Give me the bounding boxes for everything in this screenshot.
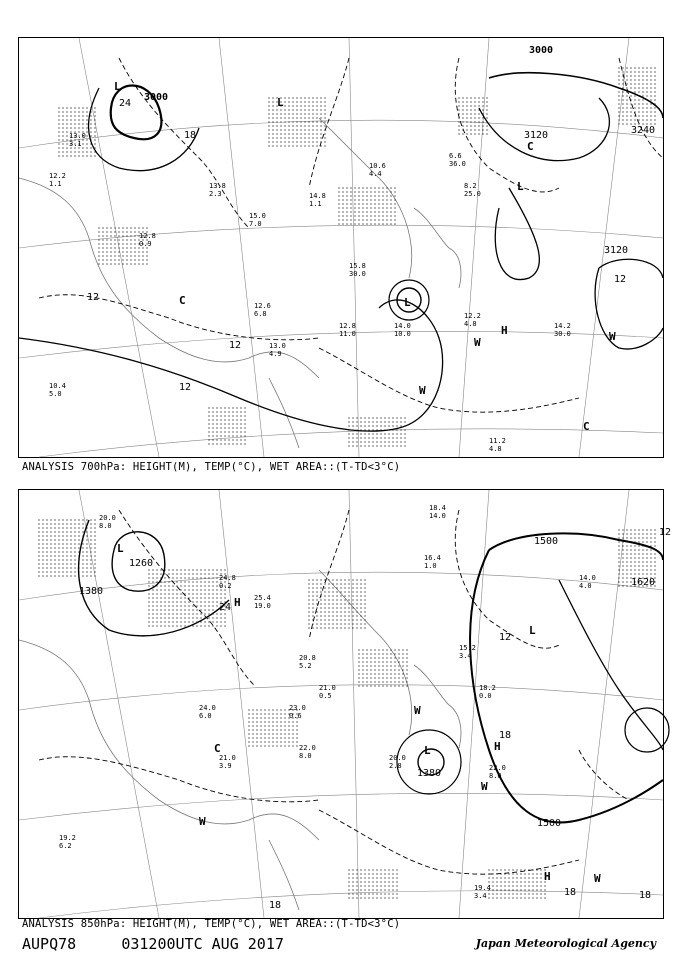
station-temperature: 18.4 bbox=[429, 504, 446, 512]
pressure-system-marker: W bbox=[414, 704, 421, 717]
pressure-system-marker: W bbox=[199, 815, 206, 828]
station-temperature: 12.2 bbox=[49, 172, 66, 180]
map-850hpa-canvas bbox=[19, 490, 672, 918]
map-850hpa bbox=[18, 489, 672, 919]
station-temperature: 18.2 bbox=[479, 684, 496, 692]
station-temperature: 14.0 bbox=[394, 322, 411, 330]
isotherm-label: 12 bbox=[229, 340, 242, 351]
isotherm-label: 18 bbox=[639, 890, 652, 901]
station-temperature: 8.2 bbox=[464, 182, 477, 190]
isotherm-label: 18 bbox=[499, 730, 512, 741]
station-dewpoint-depression: 7.0 bbox=[249, 220, 262, 228]
pressure-system-marker: L bbox=[517, 180, 524, 193]
pressure-system-marker: H bbox=[234, 596, 241, 609]
height-contour-label: 1500 bbox=[537, 818, 562, 829]
station-dewpoint-depression: 0.6 bbox=[289, 712, 302, 720]
bulletin-datetime: 031200UTC AUG 2017 bbox=[121, 935, 284, 953]
isotherm-label: 12 bbox=[499, 632, 512, 643]
station-dewpoint-depression: 2.3 bbox=[209, 190, 222, 198]
station-dewpoint-depression: 8.0 bbox=[99, 522, 112, 530]
isotherm-label: 24 bbox=[119, 98, 132, 109]
pressure-system-marker: L bbox=[424, 744, 431, 757]
station-dewpoint-depression: 6.8 bbox=[254, 310, 267, 318]
bulletin-header bbox=[22, 935, 284, 953]
station-temperature: 20.0 bbox=[389, 754, 406, 762]
station-temperature: 10.4 bbox=[49, 382, 66, 390]
station-temperature: 15.8 bbox=[349, 262, 366, 270]
isotherm-label: 18 bbox=[269, 900, 282, 911]
isotherm-label: 24 bbox=[219, 602, 232, 613]
isotherm-label: 12 bbox=[659, 527, 672, 538]
pressure-system-marker: L bbox=[114, 80, 121, 93]
station-temperature: 13.0 bbox=[269, 342, 286, 350]
station-temperature: 15.2 bbox=[459, 644, 476, 652]
station-dewpoint-depression: 0.0 bbox=[479, 692, 492, 700]
caption-850hpa: ANALYSIS 850hPa: HEIGHT(M), TEMP(°C), WET AREA::(T-TD<3°C) bbox=[22, 918, 401, 930]
height-contour-label: 1260 bbox=[129, 558, 154, 569]
station-temperature: 24.8 bbox=[219, 574, 236, 582]
station-dewpoint-depression: 30.0 bbox=[554, 330, 571, 338]
station-dewpoint-depression: 0.2 bbox=[219, 582, 232, 590]
station-dewpoint-depression: 4.8 bbox=[489, 445, 502, 453]
coastline bbox=[19, 570, 461, 910]
pressure-system-marker: W bbox=[474, 336, 481, 349]
station-dewpoint-depression: 36.0 bbox=[449, 160, 466, 168]
station-temperature: 22.0 bbox=[299, 744, 316, 752]
pressure-system-marker: C bbox=[583, 420, 590, 433]
isotherm-label: 18 bbox=[184, 130, 197, 141]
station-dewpoint-depression: 0.9 bbox=[139, 240, 152, 248]
station-dewpoint-depression: 6.0 bbox=[199, 712, 212, 720]
pressure-system-marker: L bbox=[529, 624, 536, 637]
station-temperature: 12.2 bbox=[464, 312, 481, 320]
pressure-system-marker: H bbox=[501, 324, 508, 337]
station-temperature: 20.8 bbox=[299, 654, 316, 662]
station-temperature: 13.8 bbox=[209, 182, 226, 190]
station-temperature: 12.6 bbox=[254, 302, 271, 310]
graticule bbox=[19, 38, 663, 457]
station-temperature: 15.0 bbox=[249, 212, 266, 220]
wet-area-dots bbox=[38, 519, 655, 898]
station-dewpoint-depression: 14.0 bbox=[429, 512, 446, 520]
station-temperature: 10.6 bbox=[369, 162, 386, 170]
bulletin-code: AUPQ78 bbox=[22, 935, 77, 953]
station-dewpoint-depression: 3.4 bbox=[459, 652, 472, 660]
pressure-system-marker: C bbox=[179, 294, 186, 307]
station-temperature: 21.0 bbox=[219, 754, 236, 762]
station-temperature: 19.4 bbox=[474, 884, 491, 892]
station-dewpoint-depression: 0.5 bbox=[319, 692, 332, 700]
station-dewpoint-depression: 30.0 bbox=[349, 270, 366, 278]
station-dewpoint-depression: 3.1 bbox=[69, 140, 82, 148]
height-contours bbox=[19, 73, 663, 431]
station-temperature: 23.0 bbox=[289, 704, 306, 712]
map-700hpa bbox=[18, 37, 664, 458]
pressure-system-marker: H bbox=[544, 870, 551, 883]
station-dewpoint-depression: 11.0 bbox=[339, 330, 356, 338]
station-dewpoint-depression: 8.0 bbox=[299, 752, 312, 760]
station-temperature: 20.0 bbox=[99, 514, 116, 522]
station-dewpoint-depression: 6.2 bbox=[59, 842, 72, 850]
station-dewpoint-depression: 4.4 bbox=[369, 170, 382, 178]
pressure-system-marker: L bbox=[404, 296, 411, 309]
station-temperature: 25.4 bbox=[254, 594, 271, 602]
pressure-system-marker: W bbox=[594, 872, 601, 885]
pressure-system-marker: L bbox=[277, 96, 284, 109]
station-dewpoint-depression: 25.0 bbox=[464, 190, 481, 198]
station-temperature: 21.0 bbox=[319, 684, 336, 692]
height-contour-label: 1380 bbox=[417, 768, 442, 779]
height-contour-label: 3000 bbox=[529, 45, 554, 56]
station-dewpoint-depression: 5.0 bbox=[49, 390, 62, 398]
graticule bbox=[19, 490, 663, 918]
map-700hpa-canvas bbox=[19, 38, 663, 457]
station-dewpoint-depression: 4.9 bbox=[269, 350, 282, 358]
station-dewpoint-depression: 3.4 bbox=[474, 892, 487, 900]
height-contour-label: 1620 bbox=[631, 577, 656, 588]
station-temperature: 6.6 bbox=[449, 152, 462, 160]
station-temperature: 16.4 bbox=[424, 554, 441, 562]
height-contour-label: 3000 bbox=[144, 92, 169, 103]
station-temperature: 22.0 bbox=[489, 764, 506, 772]
caption-700hpa: ANALYSIS 700hPa: HEIGHT(M), TEMP(°C), WET AREA::(T-TD<3°C) bbox=[22, 461, 401, 473]
station-dewpoint-depression: 19.0 bbox=[254, 602, 271, 610]
station-temperature: 11.2 bbox=[489, 437, 506, 445]
station-dewpoint-depression: 10.0 bbox=[394, 330, 411, 338]
station-dewpoint-depression: 1.0 bbox=[424, 562, 437, 570]
station-dewpoint-depression: 1.1 bbox=[49, 180, 62, 188]
pressure-system-marker: C bbox=[527, 140, 534, 153]
station-dewpoint-depression: 4.0 bbox=[579, 582, 592, 590]
station-dewpoint-depression: 3.9 bbox=[219, 762, 232, 770]
isotherm-label: 12 bbox=[87, 292, 100, 303]
station-temperature: 13.0 bbox=[69, 132, 86, 140]
pressure-system-marker: W bbox=[419, 384, 426, 397]
station-dewpoint-depression: 5.2 bbox=[299, 662, 312, 670]
station-temperature: 19.2 bbox=[59, 834, 76, 842]
station-temperature: 12.8 bbox=[339, 322, 356, 330]
station-dewpoint-depression: 4.8 bbox=[464, 320, 477, 328]
isotherm-label: 18 bbox=[564, 887, 577, 898]
pressure-system-marker: W bbox=[481, 780, 488, 793]
isotherm-label: 12 bbox=[614, 274, 627, 285]
pressure-system-marker: W bbox=[609, 330, 616, 343]
agency-name: Japan Meteorological Agency bbox=[475, 937, 656, 950]
wet-area-dots bbox=[58, 67, 655, 446]
station-temperature: 12.8 bbox=[139, 232, 156, 240]
station-temperature: 14.2 bbox=[554, 322, 571, 330]
height-contour-label: 1500 bbox=[534, 536, 559, 547]
station-dewpoint-depression: 2.8 bbox=[389, 762, 402, 770]
station-temperature: 24.0 bbox=[199, 704, 216, 712]
height-contour-label: 1380 bbox=[79, 586, 104, 597]
station-dewpoint-depression: 1.1 bbox=[309, 200, 322, 208]
pressure-system-marker: L bbox=[117, 542, 124, 555]
height-contours bbox=[79, 520, 672, 822]
pressure-system-marker: C bbox=[214, 742, 221, 755]
height-contour-label: 3120 bbox=[524, 130, 549, 141]
station-temperature: 14.0 bbox=[579, 574, 596, 582]
isotherm-label: 12 bbox=[179, 382, 192, 393]
station-dewpoint-depression: 8.0 bbox=[489, 772, 502, 780]
station-temperature: 14.8 bbox=[309, 192, 326, 200]
height-contour-label: 3120 bbox=[604, 245, 629, 256]
pressure-system-marker: H bbox=[494, 740, 501, 753]
height-contour-label: 3240 bbox=[631, 125, 656, 136]
